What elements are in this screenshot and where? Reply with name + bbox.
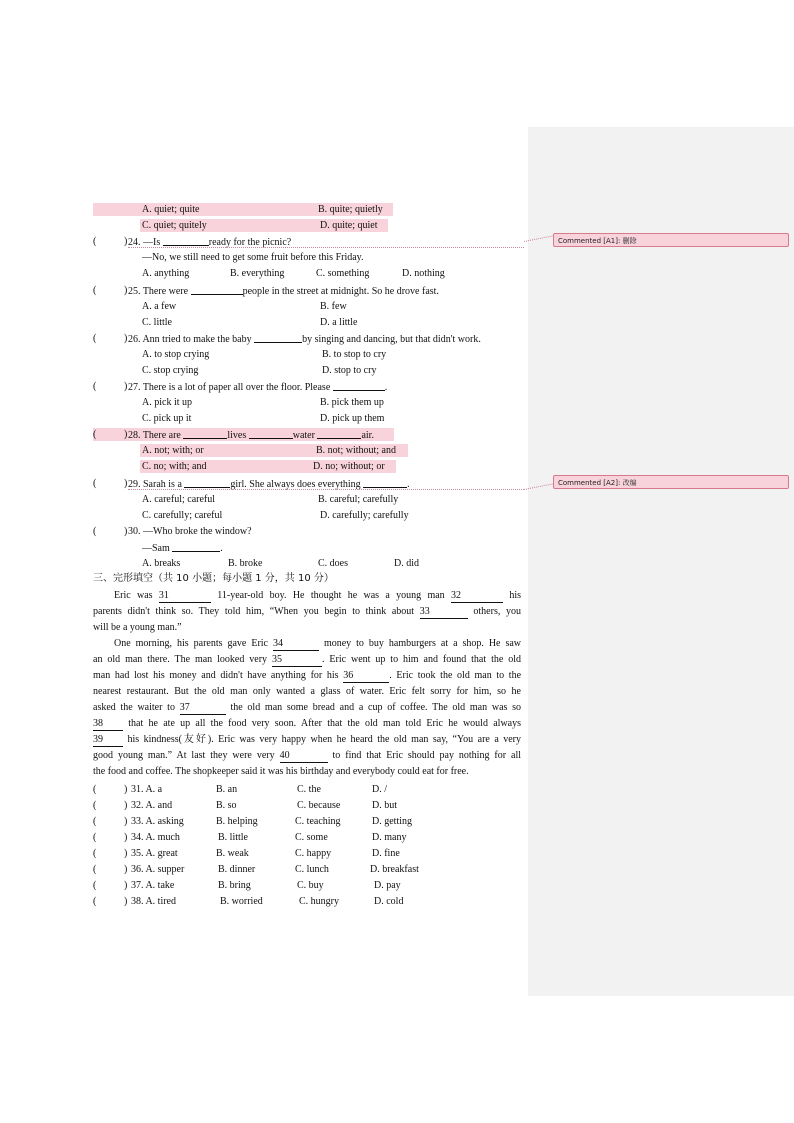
q28-option-d: D. no; without; or: [313, 461, 385, 472]
q28-option-c: C. no; with; and: [142, 461, 207, 472]
q30-blank[interactable]: [172, 541, 220, 552]
q26-stem: 26. Ann tried to make the baby: [128, 334, 252, 345]
q23-option-c: C. quiet; quitely: [142, 220, 207, 231]
q26-option-c: C. stop crying: [142, 365, 199, 376]
passage-line-12: the food and coffee. The shopkeeper said it was his birthday and everybody could eat for free.: [93, 766, 469, 777]
comment-a2-text: 改编: [622, 479, 637, 487]
passage-text: his kindness(友好). Eric was very happy when he heard the old man say, “You are a very: [127, 734, 522, 745]
blank-32[interactable]: 32: [451, 590, 503, 603]
passage-line-3: will be a young man.”: [93, 622, 182, 633]
blank-35[interactable]: 35: [272, 654, 322, 667]
q27-option-d: D. pick up them: [320, 413, 385, 424]
q27-stem: 27. There is a lot of paper all over the floor. Please: [128, 382, 331, 393]
q30-question: 30. —Who broke the window?: [128, 526, 252, 537]
comment-a2-label: Commented [A2]:: [558, 479, 621, 487]
blank-31[interactable]: 31: [159, 590, 211, 603]
passage-text: the old man some bread and a cup of coffee. The old man was so: [230, 702, 522, 713]
q23-option-d: D. quite; quiet: [320, 220, 378, 231]
q23-option-b: B. quite; quietly: [318, 204, 383, 215]
q30-tail: .: [220, 543, 223, 554]
cloze-option-a: 35. A. great: [131, 848, 178, 859]
comment-2-connector: [128, 489, 524, 490]
q27-paren-open: (: [93, 381, 97, 392]
q26-option-d: D. stop to cry: [322, 365, 377, 376]
q24-option-b: B. everything: [230, 268, 285, 279]
q29-mid: girl. She always does everything: [230, 479, 361, 490]
cloze-option-b: B. so: [216, 800, 237, 811]
passage-text: to find that Eric should pay nothing for all: [332, 750, 522, 761]
passage-text: money to buy hamburgers at a shop. He saw: [323, 638, 522, 649]
q25-stem: 25. There were: [128, 286, 189, 297]
q26-question: [128, 332, 481, 347]
q29-option-c: C. carefully; careful: [142, 510, 223, 521]
q25-question: [128, 284, 439, 299]
cloze-option-d: D. getting: [372, 816, 412, 827]
q29-blank-2[interactable]: [363, 477, 407, 488]
cloze-option-c: C. the: [297, 784, 321, 795]
passage-line-9: [93, 716, 521, 732]
paren-open: (: [93, 832, 97, 843]
paren-close: ): [124, 864, 128, 875]
q27-option-b: B. pick them up: [320, 397, 384, 408]
q28-stem: 28. There are: [128, 430, 181, 441]
q28-mid1: lives: [227, 430, 247, 441]
q29-blank-1[interactable]: [184, 477, 230, 488]
cloze-option-d: D. pay: [374, 880, 401, 891]
blank-38[interactable]: 38: [93, 718, 123, 731]
passage-text: 11-year-old boy. He thought he was a young man: [217, 590, 445, 601]
cloze-option-d: D. fine: [372, 848, 400, 859]
q26-option-b: B. to stop to cry: [322, 349, 387, 360]
cloze-option-b: B. weak: [216, 848, 249, 859]
q25-paren-open: (: [93, 285, 97, 296]
passage-line-7: nearest restaurant. But the old man only wanted a glass of water. Eric felt sorry for him, so he: [93, 686, 521, 697]
q24-option-a: A. anything: [142, 268, 190, 279]
q25-tail: people in the street at midnight. So he drove fast.: [242, 286, 439, 297]
q27-paren-close: ): [124, 381, 128, 392]
cloze-option-c: C. hungry: [299, 896, 339, 907]
q25-option-a: A. a few: [142, 301, 177, 312]
q29-option-d: D. carefully; carefully: [320, 510, 409, 521]
passage-text: asked the waiter to: [93, 702, 175, 713]
passage-line-8: [93, 700, 521, 716]
q24-stem: 24. —Is: [128, 237, 161, 248]
q24-option-c: C. something: [316, 268, 370, 279]
q30-paren-open: (: [93, 526, 97, 537]
cloze-option-b: B. little: [218, 832, 248, 843]
q24-blank[interactable]: [163, 235, 209, 246]
q29-paren-open: (: [93, 478, 97, 489]
cloze-option-d: D. but: [372, 800, 397, 811]
cloze-option-d: D. cold: [374, 896, 404, 907]
comment-a1-text: 删除: [622, 237, 637, 245]
paren-close: ): [124, 800, 128, 811]
cloze-option-c: C. happy: [295, 848, 332, 859]
cloze-option-b: B. dinner: [218, 864, 256, 875]
section-title: 三、完形填空（共 10 小题；每小题 1 分，共 10 分）: [93, 573, 334, 584]
paren-close: ): [124, 848, 128, 859]
blank-36[interactable]: 36: [343, 670, 389, 683]
q28-blank-3[interactable]: [317, 428, 361, 439]
q25-option-c: C. little: [142, 317, 172, 328]
paren-open: (: [93, 864, 97, 875]
q29-stem: 29. Sarah is a: [128, 479, 182, 490]
q25-blank[interactable]: [191, 284, 243, 295]
q30-option-b: B. broke: [228, 558, 263, 569]
paren-close: ): [124, 896, 128, 907]
q28-paren-close: ): [124, 429, 128, 440]
blank-34[interactable]: 34: [273, 638, 319, 651]
q26-tail: by singing and dancing, but that didn't work.: [302, 334, 481, 345]
cloze-option-a: 34. A. much: [131, 832, 180, 843]
paren-open: (: [93, 816, 97, 827]
q24-answer: —No, we still need to get some fruit before this Friday.: [142, 252, 364, 263]
blank-39[interactable]: 39: [93, 734, 123, 747]
q29-option-b: B. careful; carefully: [318, 494, 399, 505]
blank-40[interactable]: 40: [280, 750, 328, 763]
cloze-option-c: C. teaching: [295, 816, 341, 827]
q28-paren-open: (: [93, 429, 97, 440]
q27-option-c: C. pick up it: [142, 413, 192, 424]
passage-line-1: [93, 588, 521, 604]
passage-line-5: [93, 652, 521, 668]
cloze-option-a: 33. A. asking: [131, 816, 184, 827]
q28-mid2: water: [292, 430, 315, 441]
q27-tail: .: [384, 382, 388, 393]
comment-pane: [528, 127, 794, 996]
paren-open: (: [93, 800, 97, 811]
q27-question: [128, 380, 387, 395]
blank-37[interactable]: 37: [180, 702, 226, 715]
q30-paren-close: ): [124, 526, 128, 537]
paren-open: (: [93, 880, 97, 891]
q30-answer-text: —Sam: [142, 543, 170, 554]
passage-text: Eric was: [114, 590, 153, 601]
cloze-option-a: 37. A. take: [131, 880, 175, 891]
q28-option-b: B. not; without; and: [316, 445, 396, 456]
paren-close: ): [124, 784, 128, 795]
cloze-option-b: B. worried: [220, 896, 263, 907]
cloze-option-c: C. lunch: [295, 864, 329, 875]
cloze-option-d: D. breakfast: [370, 864, 419, 875]
passage-text: One morning, his parents gave Eric: [114, 638, 268, 649]
q28-blank-1[interactable]: [183, 428, 227, 439]
comment-a1[interactable]: [553, 233, 789, 247]
q25-option-d: D. a little: [320, 317, 358, 328]
passage-line-4: [93, 636, 521, 652]
blank-33[interactable]: 33: [420, 606, 468, 619]
paren-close: ): [124, 816, 128, 827]
cloze-option-d: D. /: [372, 784, 387, 795]
q28-tail: air.: [361, 430, 374, 441]
q25-paren-close: ): [124, 285, 128, 296]
comment-a2[interactable]: [553, 475, 789, 489]
q25-option-b: B. few: [320, 301, 347, 312]
passage-text: . Eric went up to him and found that the old: [321, 654, 521, 665]
cloze-option-a: 38. A. tired: [131, 896, 176, 907]
passage-text: . Eric took the old man to the: [389, 670, 522, 681]
cloze-option-c: C. because: [297, 800, 341, 811]
q30-option-a: A. breaks: [142, 558, 181, 569]
q26-blank[interactable]: [254, 332, 302, 343]
passage-text: parents didn't think so. They told him, “When you begin to think about: [93, 606, 415, 617]
paren-open: (: [93, 848, 97, 859]
passage-text: good young man.” At last they were very: [93, 750, 275, 761]
q28-question: [128, 428, 374, 443]
cloze-option-d: D. many: [372, 832, 407, 843]
q30-answer: [142, 541, 223, 556]
paren-close: ): [124, 880, 128, 891]
passage-text: man had lost his money and didn't have anything for his: [93, 670, 339, 681]
cloze-option-a: 36. A. supper: [131, 864, 185, 875]
cloze-option-c: C. some: [295, 832, 328, 843]
q23-option-a: A. quiet; quite: [142, 204, 200, 215]
comment-1-connector: [128, 247, 524, 248]
cloze-option-b: B. bring: [218, 880, 251, 891]
paren-open: (: [93, 784, 97, 795]
q28-option-a: A. not; with; or: [142, 445, 204, 456]
q26-paren-close: ): [124, 333, 128, 344]
cloze-option-a: 31. A. a: [131, 784, 163, 795]
passage-text: an old man there. The man looked very: [93, 654, 268, 665]
passage-line-6: [93, 668, 521, 684]
passage-text: his: [509, 590, 522, 601]
q24-paren-open: (: [93, 236, 97, 247]
q24-option-d: D. nothing: [402, 268, 445, 279]
paren-open: (: [93, 896, 97, 907]
cloze-option-a: 32. A. and: [131, 800, 173, 811]
q28-blank-2[interactable]: [249, 428, 293, 439]
q29-tail: .: [407, 479, 410, 490]
passage-text: others, you: [473, 606, 521, 617]
cloze-option-c: C. buy: [297, 880, 324, 891]
q30-option-d: D. did: [394, 558, 419, 569]
passage-line-10: [93, 732, 521, 748]
q29-paren-close: ): [124, 478, 128, 489]
cloze-option-b: B. an: [216, 784, 238, 795]
passage-line-2: [93, 604, 521, 620]
cloze-option-b: B. helping: [216, 816, 258, 827]
q27-blank[interactable]: [333, 380, 385, 391]
passage-line-11: [93, 748, 521, 764]
q26-paren-open: (: [93, 333, 97, 344]
q30-option-c: C. does: [318, 558, 348, 569]
q24-tail: ready for the picnic?: [208, 237, 292, 248]
comment-a1-label: Commented [A1]:: [558, 237, 621, 245]
paren-close: ): [124, 832, 128, 843]
q26-option-a: A. to stop crying: [142, 349, 210, 360]
q27-option-a: A. pick it up: [142, 397, 192, 408]
q29-option-a: A. careful; careful: [142, 494, 216, 505]
q24-paren-close: ): [124, 236, 128, 247]
passage-text: that he ate up all the food very soon. After that the old man told Eric he would always: [128, 718, 521, 729]
